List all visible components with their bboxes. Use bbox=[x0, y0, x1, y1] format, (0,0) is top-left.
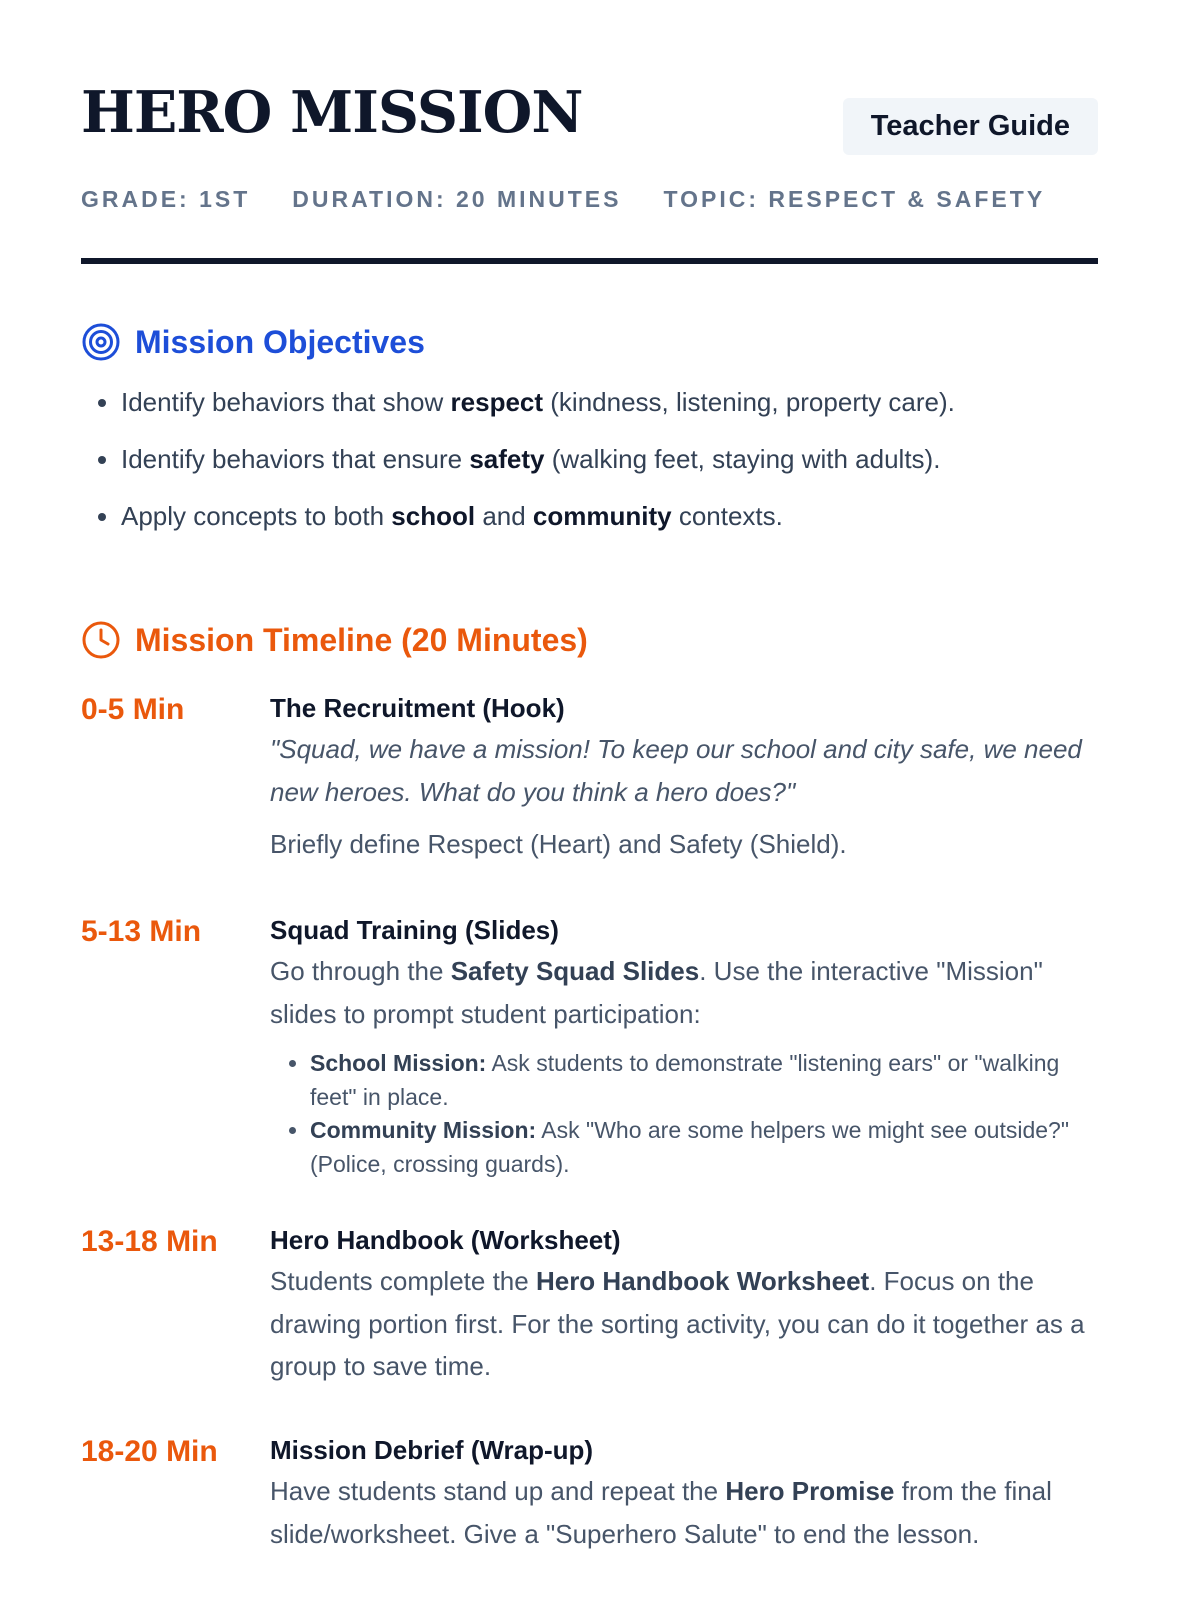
target-icon bbox=[81, 322, 121, 362]
objectives-heading bbox=[81, 322, 425, 362]
step-title: Mission Debrief (Wrap-up) bbox=[270, 1435, 594, 1465]
objectives-heading-text: Mission Objectives bbox=[135, 323, 425, 360]
duration-label: DURATION: 20 MINUTES bbox=[292, 186, 622, 212]
list-item: • Identify behaviors that ensure safety (walking feet, staying with adults). bbox=[121, 443, 1098, 477]
step-text: Students complete the Hero Handbook Worksheet. Focus on the drawing portion first. For the sorting activity, you can do it together as a group to save time. bbox=[270, 1265, 1085, 1382]
step-title: Squad Training (Slides) bbox=[270, 915, 559, 945]
timeline-step bbox=[81, 1222, 1098, 1388]
step-title: The Recruitment (Hook) bbox=[270, 693, 565, 723]
topic-label: TOPIC: RESPECT & SAFETY bbox=[663, 186, 1046, 212]
step-time: 0-5 Min bbox=[81, 693, 185, 726]
step-body bbox=[270, 912, 1098, 1181]
step-time: 5-13 Min bbox=[81, 915, 202, 948]
step-time: 13-18 Min bbox=[81, 1225, 218, 1258]
timeline-heading bbox=[81, 620, 588, 660]
step-body bbox=[270, 1432, 1098, 1555]
step-text: Have students stand up and repeat the Hero Promise from the final slide/worksheet. Give a "Superhero Salute" to end the lesson. bbox=[270, 1475, 1052, 1549]
list-item: • Apply concepts to both school and community contexts. bbox=[121, 500, 1098, 534]
teacher-guide-badge: Teacher Guide bbox=[843, 98, 1098, 155]
step-text: Go through the Safety Squad Slides. Use the interactive "Mission" slides to prompt student participation: bbox=[270, 955, 1043, 1029]
page-title: HERO MISSION bbox=[81, 79, 583, 146]
step-title: Hero Handbook (Worksheet) bbox=[270, 1225, 621, 1255]
list-item: • Community Mission: Ask "Who are some helpers we might see outside?" (Police, crossing guards). bbox=[310, 1114, 1098, 1181]
step-time: 18-20 Min bbox=[81, 1435, 218, 1468]
lesson-meta bbox=[81, 186, 1045, 213]
timeline-step bbox=[81, 912, 1098, 1181]
clock-icon bbox=[81, 620, 121, 660]
header-divider bbox=[81, 258, 1098, 264]
objectives-list bbox=[81, 386, 1098, 556]
step-quote: "Squad, we have a mission! To keep our school and city safe, we need new heroes. What do you think a hero does?" bbox=[270, 733, 1082, 807]
step-body bbox=[270, 1222, 1098, 1388]
step-text: Briefly define Respect (Heart) and Safety (Shield). bbox=[270, 829, 847, 860]
step-subitems bbox=[270, 1047, 1098, 1180]
list-item: • School Mission: Ask students to demonstrate "listening ears" or "walking feet" in place. bbox=[310, 1047, 1098, 1114]
timeline-step bbox=[81, 690, 1098, 866]
header bbox=[81, 0, 1098, 262]
step-body bbox=[270, 690, 1098, 866]
timeline-heading-text: Mission Timeline (20 Minutes) bbox=[135, 621, 588, 658]
grade-label: GRADE: 1ST bbox=[81, 186, 251, 212]
list-item: • Identify behaviors that show respect (kindness, listening, property care). bbox=[121, 386, 1098, 420]
timeline-step bbox=[81, 1432, 1098, 1555]
